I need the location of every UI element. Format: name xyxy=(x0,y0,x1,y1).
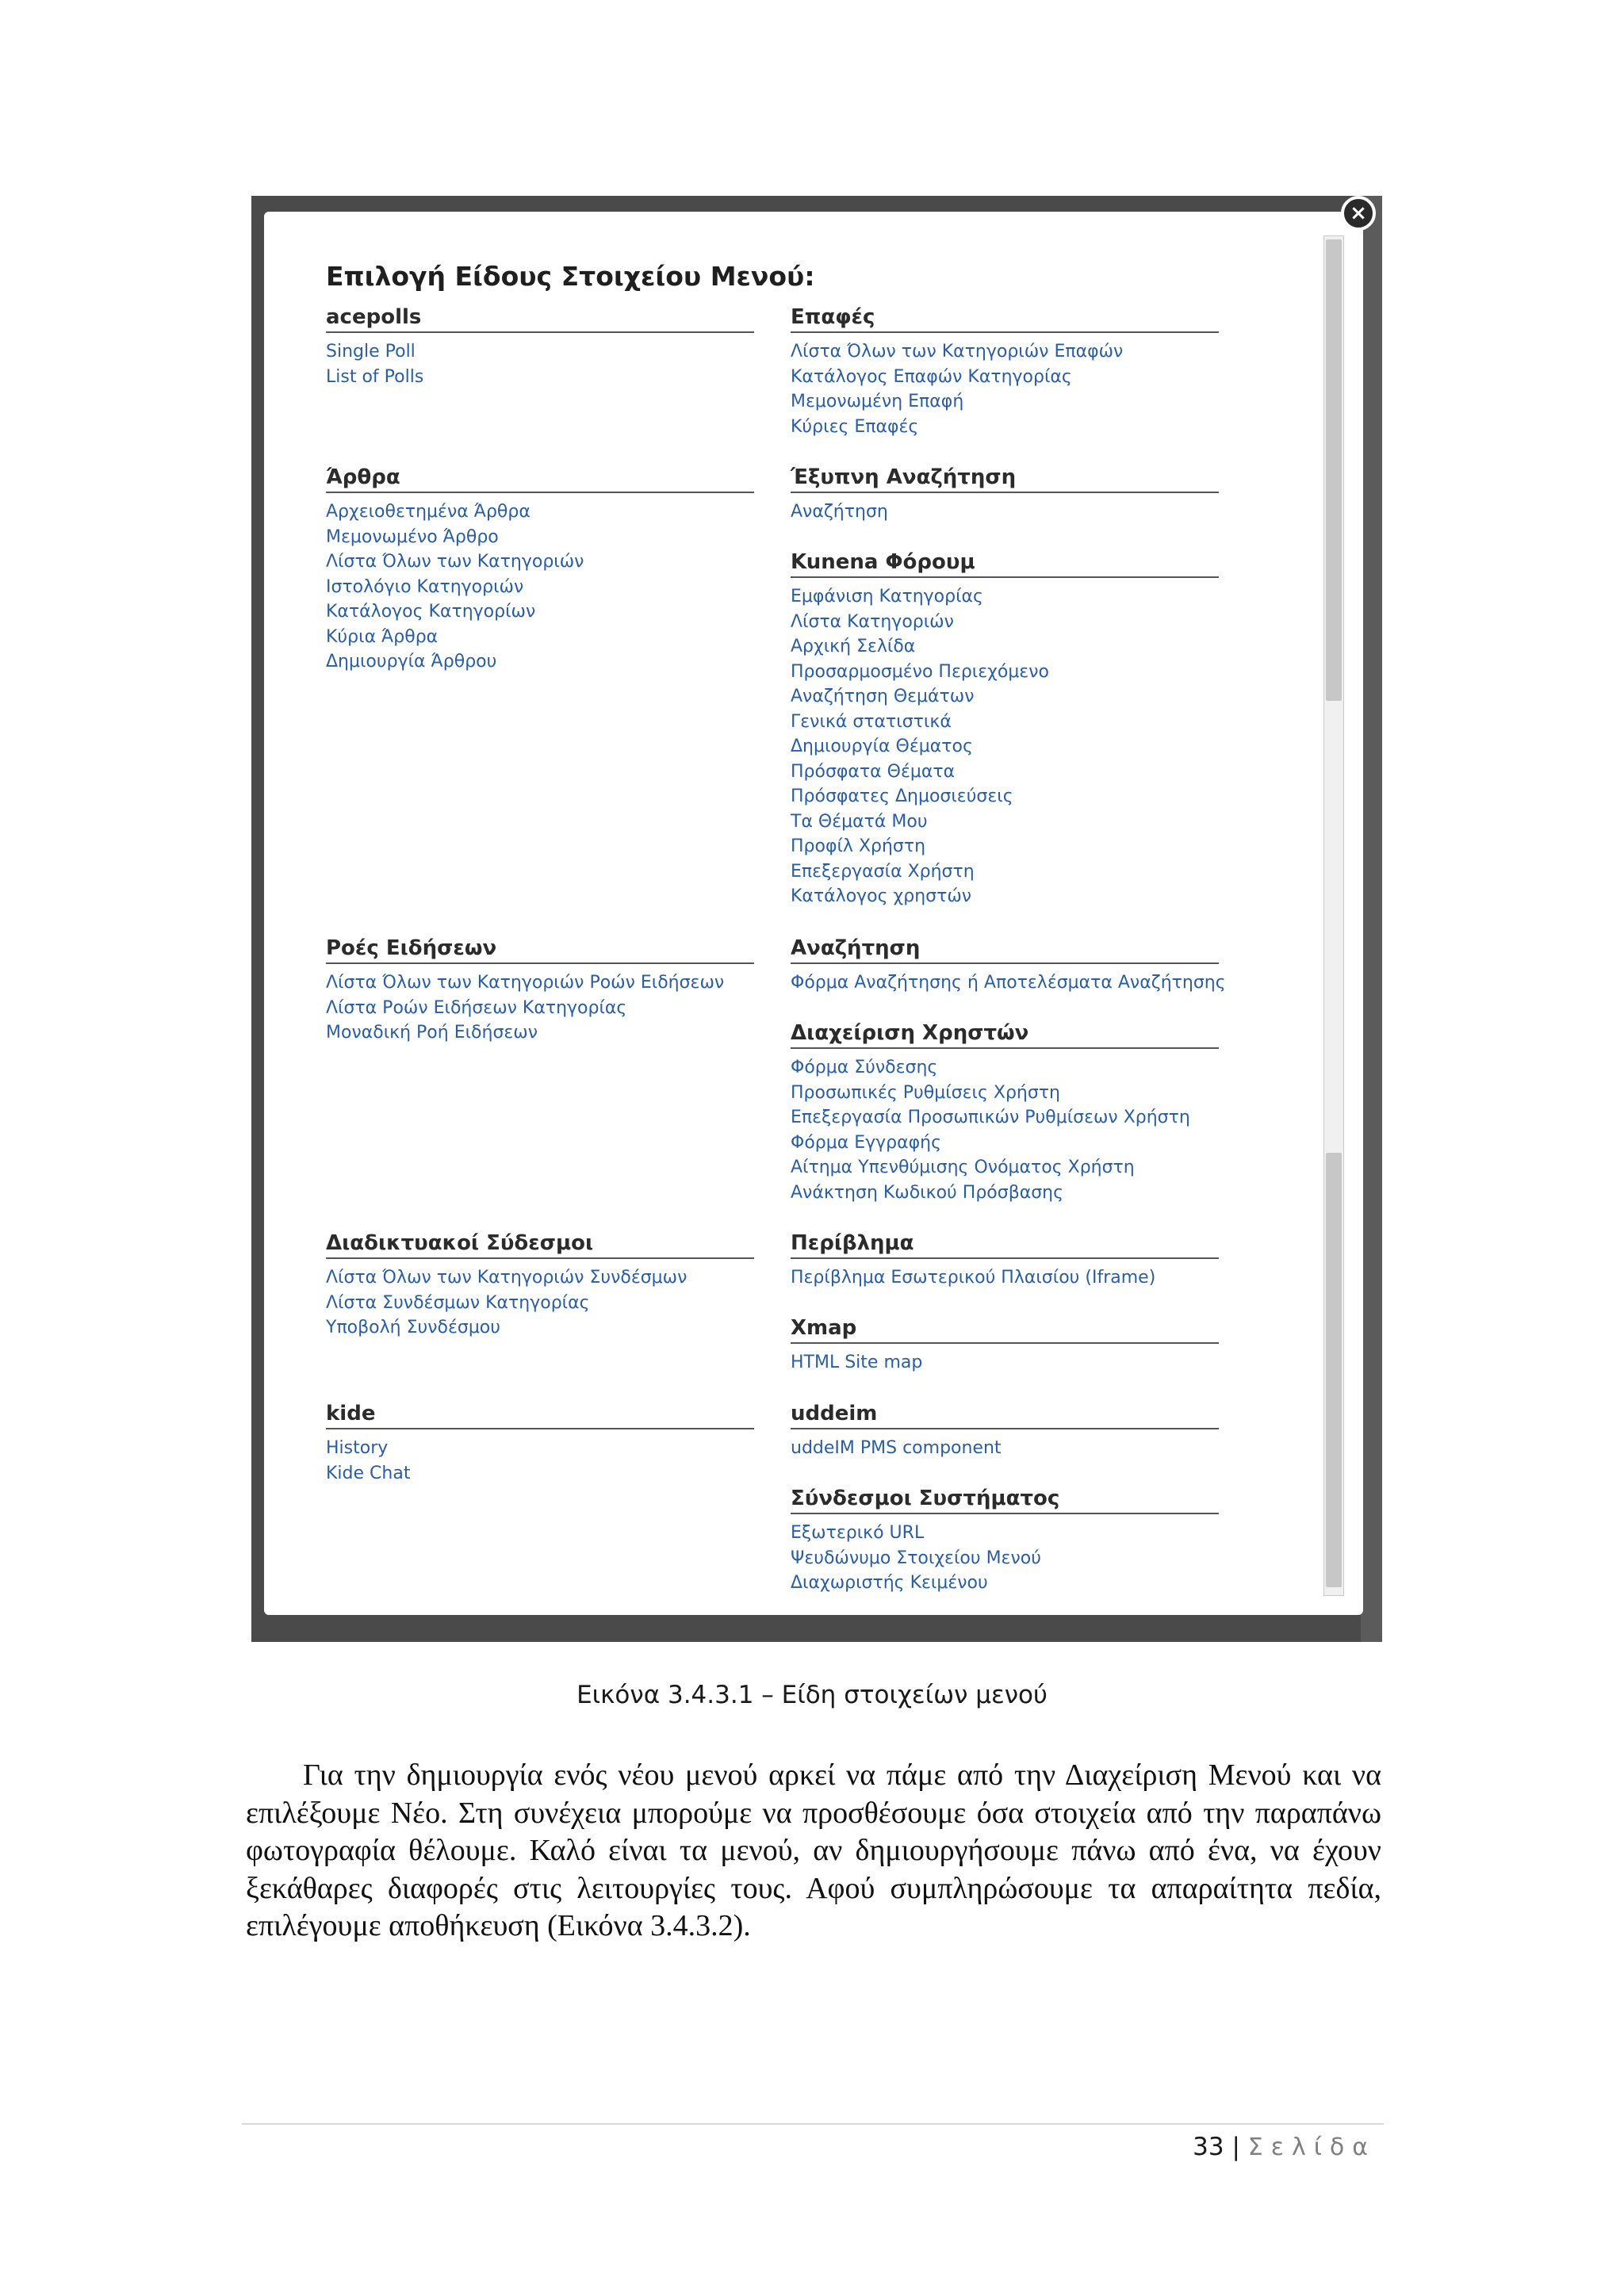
menu-item-link[interactable]: List of Polls xyxy=(326,366,424,387)
menu-item-link[interactable]: History xyxy=(326,1438,389,1458)
group-items xyxy=(791,339,1219,439)
menu-item-link[interactable]: Ιστολόγιο Κατηγοριών xyxy=(326,576,524,597)
group-title: kide xyxy=(326,1402,754,1429)
menu-item-link[interactable]: Κύριες Επαφές xyxy=(791,416,919,437)
group-title: acepolls xyxy=(326,305,754,333)
group-items xyxy=(791,970,1226,996)
group-items xyxy=(791,499,1219,525)
menu-item-link[interactable]: Περίβλημα Εσωτερικού Πλαισίου (Iframe) xyxy=(791,1268,1156,1288)
footer-rule xyxy=(242,2123,1384,2125)
group-items xyxy=(326,339,754,389)
menu-group xyxy=(791,550,1219,909)
group-items xyxy=(791,1436,1219,1461)
figure-caption: Εικόνα 3.4.3.1 – Είδη στοιχείων μενού xyxy=(576,1681,1048,1709)
group-title: Ροές Ειδήσεων xyxy=(326,936,754,964)
menu-item-link[interactable]: Κατάλογος Κατηγορίων xyxy=(326,602,536,622)
group-title: Διαχείριση Χρηστών xyxy=(791,1021,1219,1049)
group-title: Σύνδεσμοι Συστήματος xyxy=(791,1487,1219,1514)
menu-item-link[interactable]: Προφίλ Χρήστη xyxy=(791,836,926,856)
body-paragraph: Για την δημιουργία ενός νέου μενού αρκεί να πάμε από την Διαχείριση Μενού και να επιλέξουμε Νέο. Στη συνέχεια μπορούμε να προσθέσουμε όσα στοιχεία από την παραπάνω φωτογραφία θέλουμε. Καλό είναι τα μενού, αν δημιουργήσουμε πάνω από ένα, να έχουν ξεκάθαρες διαφορές στις λειτουργίες τους. Αφού συμπληρώσουμε τα απαραίτητα πεδία, επιλέγουμε αποθήκευση (Εικόνα 3.4.3.2). xyxy=(246,1758,1381,1942)
group-items xyxy=(791,1350,1219,1376)
menu-item-link[interactable]: Μεμονωμένο Άρθρο xyxy=(326,526,499,547)
menu-item-link[interactable]: Επεξεργασία Προσωπικών Ρυθμίσεων Χρήστη xyxy=(791,1108,1190,1127)
menu-group xyxy=(791,1231,1219,1291)
menu-item-link[interactable]: Λίστα Όλων των Κατηγοριών Ροών Ειδήσεων xyxy=(326,973,725,993)
menu-item-link[interactable]: Υποβολή Συνδέσμου xyxy=(326,1318,500,1337)
menu-item-link[interactable]: Αρχική Σελίδα xyxy=(791,637,916,656)
menu-item-link[interactable]: HTML Site map xyxy=(791,1353,923,1372)
menu-item-type-screenshot xyxy=(251,196,1382,1642)
group-title: Περίβλημα xyxy=(791,1231,1219,1259)
menu-item-link[interactable]: Γενικά στατιστικά xyxy=(791,711,952,732)
menu-item-link[interactable]: Λίστα Κατηγοριών xyxy=(791,611,954,632)
menu-group xyxy=(791,1021,1219,1205)
page-separator: | xyxy=(1231,2133,1240,2161)
group-items xyxy=(791,1521,1219,1596)
menu-item-link[interactable]: uddeIM PMS component xyxy=(791,1438,1002,1458)
menu-item-link[interactable]: Εξωτερικό URL xyxy=(791,1523,925,1543)
menu-item-link[interactable]: Αίτημα Υπενθύμισης Ονόματος Χρήστη xyxy=(791,1158,1135,1177)
menu-item-link[interactable]: Προσωπικές Ρυθμίσεις Χρήστη xyxy=(791,1082,1060,1103)
menu-item-link[interactable]: Κατάλογος χρηστών xyxy=(791,886,972,906)
group-title: Kunena Φόρουμ xyxy=(791,550,1219,578)
menu-group xyxy=(326,465,754,675)
menu-item-link[interactable]: Φόρμα Αναζήτησης ή Αποτελέσματα Αναζήτησης xyxy=(791,973,1226,993)
menu-item-link[interactable]: Διαχωριστής Κειμένου xyxy=(791,1573,988,1593)
scrollbar-thumb-secondary[interactable] xyxy=(1326,1153,1342,1587)
modal-scrollbar[interactable] xyxy=(1323,235,1344,1596)
page-number: 33 xyxy=(1193,2133,1224,2161)
menu-item-link[interactable]: Kide Chat xyxy=(326,1463,411,1483)
menu-item-link[interactable]: Πρόσφατα Θέματα xyxy=(791,761,956,782)
menu-item-link[interactable]: Μεμονωμένη Επαφή xyxy=(791,392,964,411)
group-items xyxy=(326,970,754,1046)
close-icon[interactable]: × xyxy=(1341,196,1376,231)
menu-group xyxy=(791,465,1219,525)
menu-item-link[interactable]: Δημιουργία Θέματος xyxy=(791,737,973,756)
menu-item-link[interactable]: Ανάκτηση Κωδικού Πρόσβασης xyxy=(791,1182,1064,1203)
menu-group xyxy=(791,1487,1219,1596)
group-items xyxy=(326,1265,754,1341)
menu-item-link[interactable]: Επεξεργασία Χρήστη xyxy=(791,861,975,882)
menu-item-link[interactable]: Πρόσφατες Δημοσιεύσεις xyxy=(791,786,1013,806)
menu-item-link[interactable]: Εμφάνιση Κατηγορίας xyxy=(791,587,983,607)
menu-group xyxy=(791,1402,1219,1461)
group-title: Επαφές xyxy=(791,305,1219,333)
group-items xyxy=(791,584,1219,909)
page-word: Σελίδα xyxy=(1247,2133,1376,2161)
menu-item-link[interactable]: Λίστα Όλων των Κατηγοριών Συνδέσμων xyxy=(326,1268,688,1288)
menu-item-link[interactable]: Λίστα Όλων των Κατηγοριών xyxy=(326,552,584,572)
group-title: Xmap xyxy=(791,1316,1219,1344)
menu-item-link[interactable]: Αναζήτηση xyxy=(791,502,888,522)
menu-item-link[interactable]: Single Poll xyxy=(326,342,416,362)
menu-item-link[interactable]: Προσαρμοσμένο Περιεχόμενο xyxy=(791,661,1049,682)
menu-group xyxy=(326,1402,754,1486)
group-items xyxy=(791,1055,1219,1205)
menu-group xyxy=(791,1316,1219,1376)
menu-item-link[interactable]: Φόρμα Εγγραφής xyxy=(791,1132,942,1153)
group-title: Αναζήτηση xyxy=(791,936,1219,964)
background-strip xyxy=(1361,196,1382,1642)
menu-item-type-modal xyxy=(264,212,1363,1615)
menu-item-link[interactable]: Λίστα Συνδέσμων Κατηγορίας xyxy=(326,1292,590,1313)
group-title: Άρθρα xyxy=(326,465,754,493)
group-title: Διαδικτυακοί Σύδεσμοι xyxy=(326,1231,754,1259)
menu-item-link[interactable]: Κατάλογος Επαφών Κατηγορίας xyxy=(791,366,1072,387)
page-footer xyxy=(1193,2133,1376,2161)
group-items xyxy=(791,1265,1219,1291)
menu-item-link[interactable]: Αρχειοθετημένα Άρθρα xyxy=(326,502,530,522)
menu-item-link[interactable]: Ψευδώνυμο Στοιχείου Μενού xyxy=(791,1548,1041,1568)
group-items xyxy=(326,1436,754,1486)
menu-item-link[interactable]: Αναζήτηση Θεμάτων xyxy=(791,687,975,706)
menu-group xyxy=(326,305,754,389)
menu-item-link[interactable]: Δημιουργία Άρθρου xyxy=(326,652,497,672)
scrollbar-thumb[interactable] xyxy=(1326,239,1342,701)
menu-item-link[interactable]: Φόρμα Σύνδεσης xyxy=(791,1058,938,1077)
modal-title: Επιλογή Είδους Στοιχείου Μενού: xyxy=(326,261,815,292)
menu-group xyxy=(326,936,754,1046)
menu-group xyxy=(326,1231,754,1341)
menu-group xyxy=(791,305,1219,439)
group-title: uddeim xyxy=(791,1402,1219,1429)
menu-item-link[interactable]: Μοναδική Ροή Ειδήσεων xyxy=(326,1023,538,1043)
group-title: Έξυπνη Αναζήτηση xyxy=(791,465,1219,493)
menu-item-link[interactable]: Λίστα Όλων των Κατηγοριών Επαφών xyxy=(791,342,1124,362)
menu-item-link[interactable]: Λίστα Ροών Ειδήσεων Κατηγορίας xyxy=(326,997,627,1018)
group-items xyxy=(326,499,754,675)
menu-group xyxy=(791,936,1226,996)
menu-item-link[interactable]: Κύρια Άρθρα xyxy=(326,626,439,647)
menu-item-link[interactable]: Τα Θέματά Μου xyxy=(791,811,928,832)
